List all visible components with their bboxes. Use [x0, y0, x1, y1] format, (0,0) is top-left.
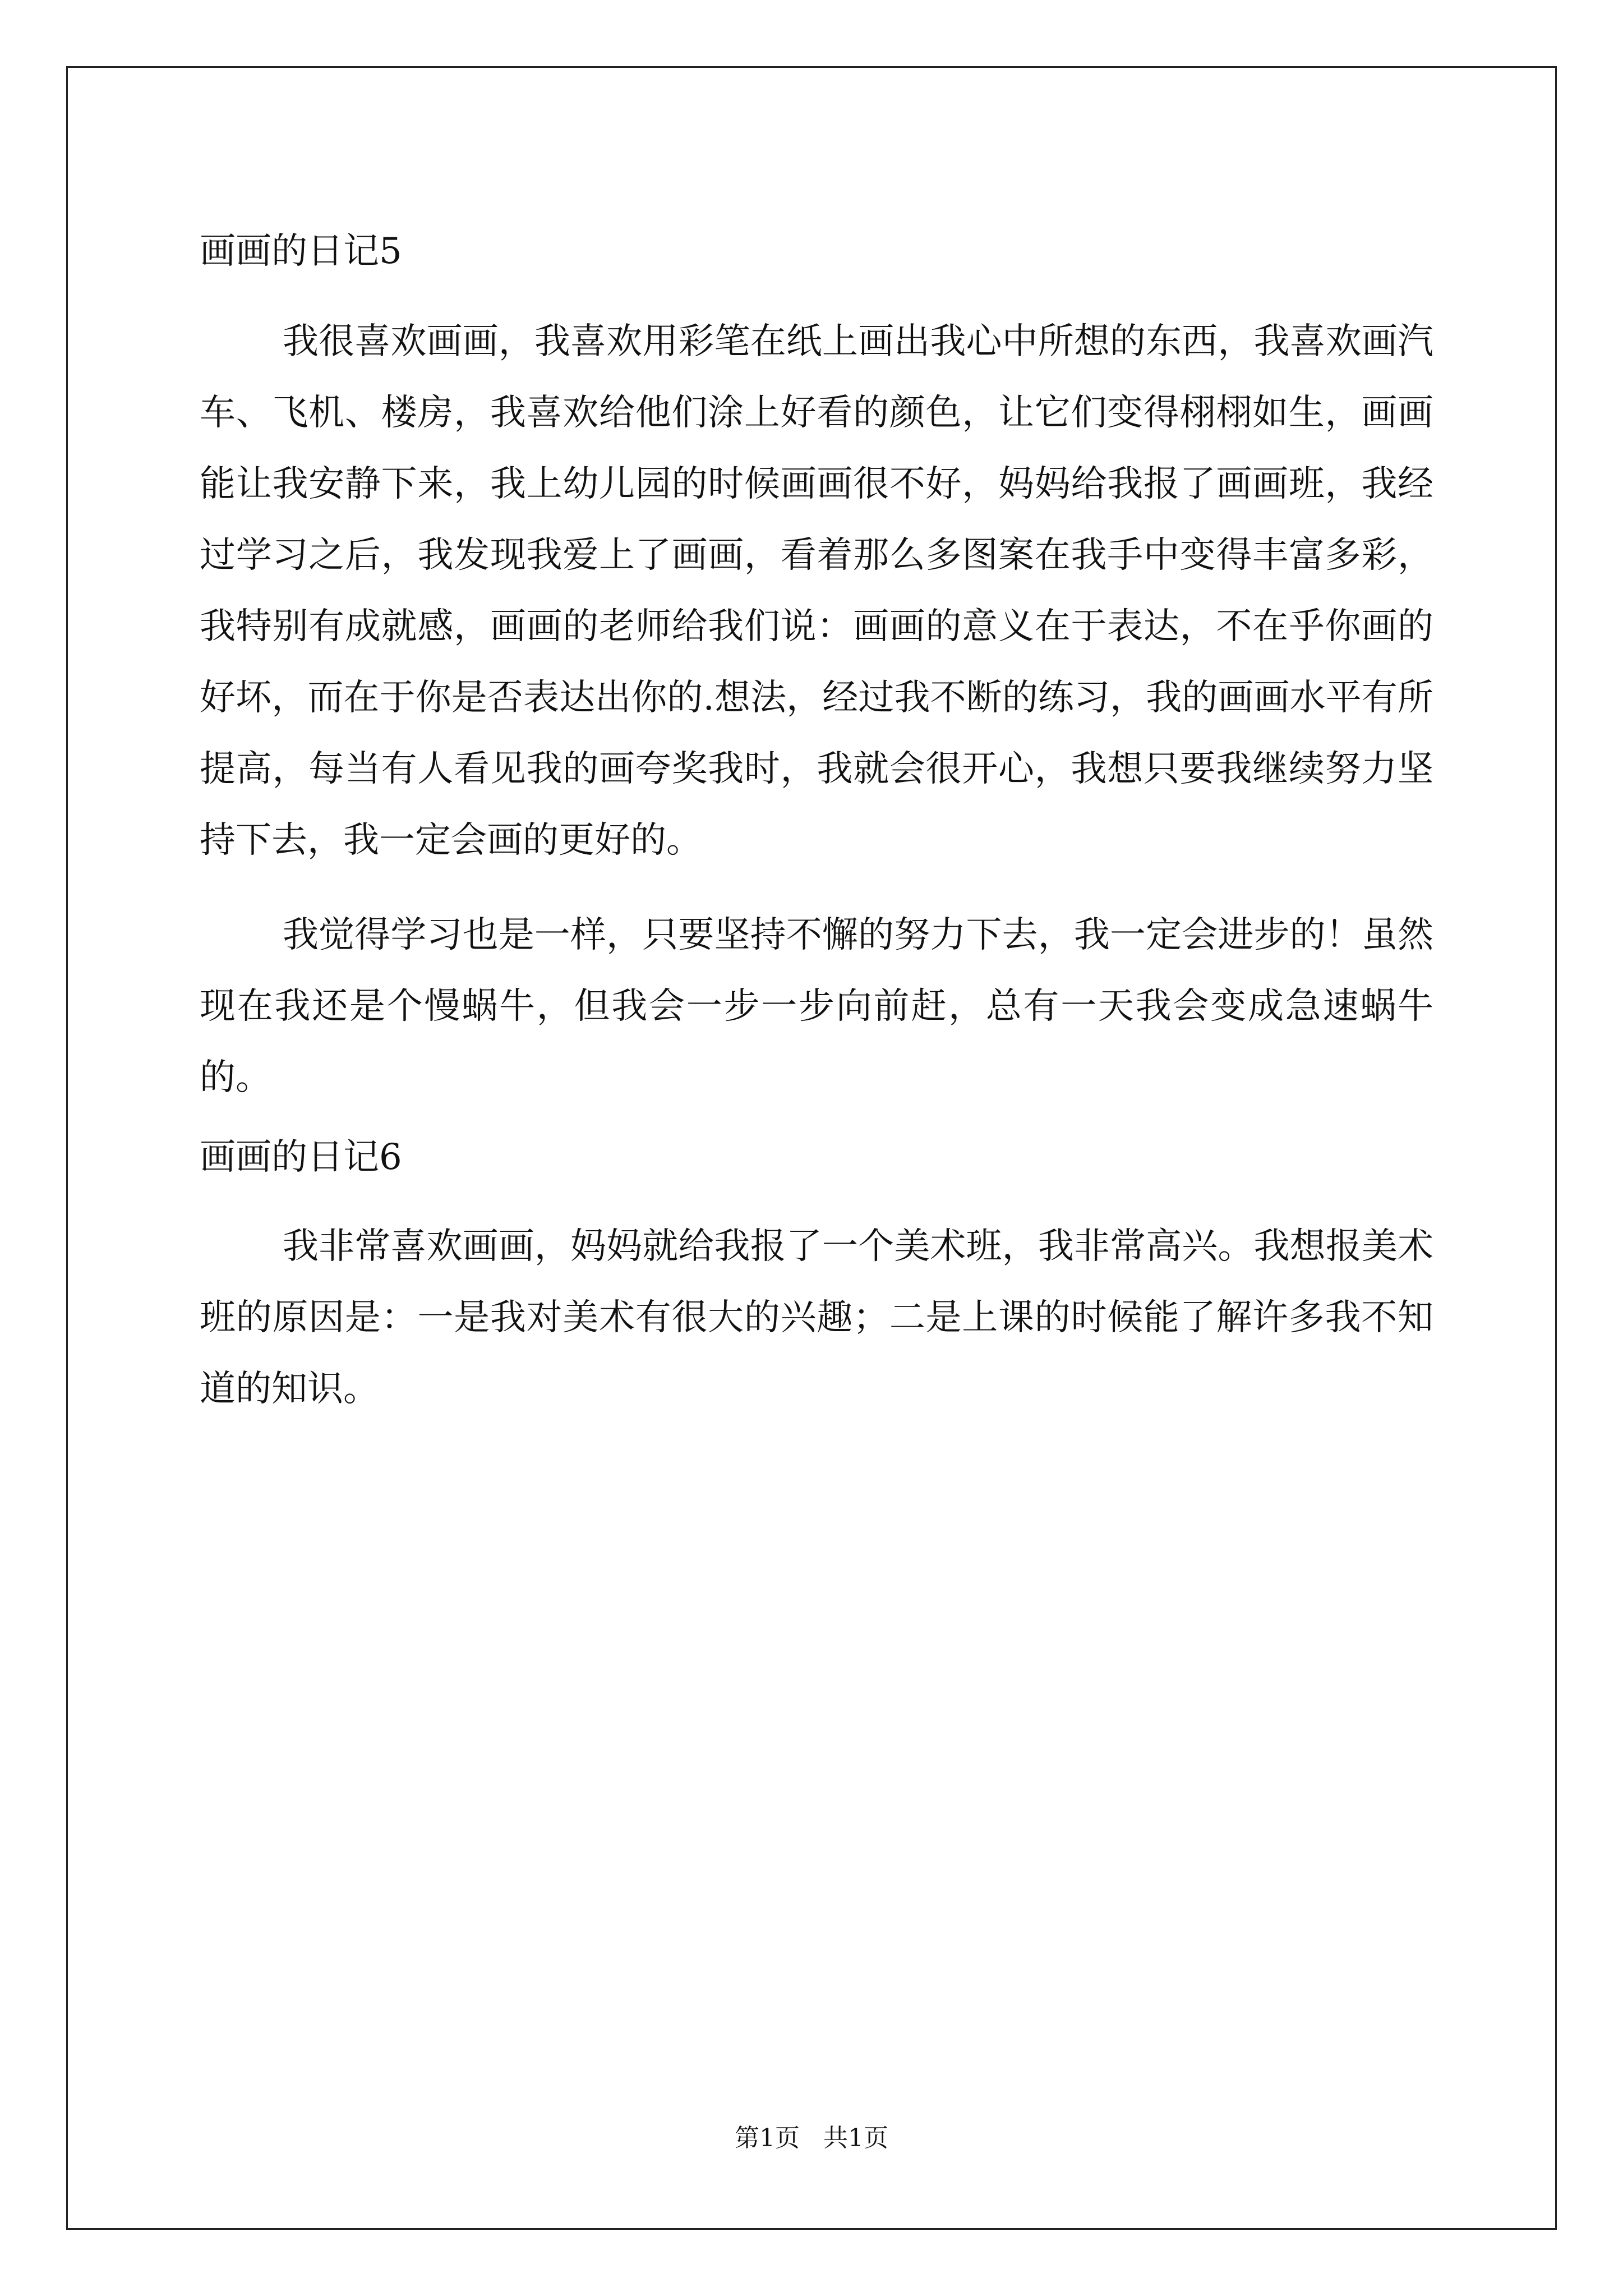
diary-6-paragraph-1: 我非常喜欢画画，妈妈就给我报了一个美术班，我非常高兴。我想报美术班的原因是：一是我对美术有很大的兴趣；二是上课的时候能了解许多我不知道的知识。 — [200, 1226, 1433, 1410]
diary-5-paragraph-2: 我觉得学习也是一样，只要坚持不懈的努力下去，我一定会进步的！虽然现在我还是个慢蜗牛，但我会一步一步向前赶，总有一天我会变成急速蜗牛的。 — [200, 914, 1433, 1098]
diary-5-paragraph-1: 我很喜欢画画，我喜欢用彩笔在纸上画出我心中所想的东西，我喜欢画汽车、飞机、楼房，我喜欢给他们涂上好看的颜色，让它们变得栩栩如生，画画能让我安静下来，我上幼儿园的时候画画很不好，妈妈给我报了画画班，我经过学习之后，我发现我爱上了画画，看着那么多图案在我手中变得丰富多彩，我特别有成就感，画画的老师给我们说：画画的意义在于表达，不在乎你画的好坏，而在于你是否表达出你的.想法，经过我不断的练习，我的画画水平有所提高，每当有人看见我的画夸奖我时，我就会很开心，我想只要我继续努力坚持下去，我一定会画的更好的。 — [200, 321, 1433, 861]
diary-5-heading: 画画的日记5 — [200, 231, 402, 272]
diary-6-heading: 画画的日记6 — [200, 1137, 402, 1178]
document-body — [200, 208, 1433, 1425]
page-footer: 第1页 共1页 — [735, 2124, 888, 2152]
